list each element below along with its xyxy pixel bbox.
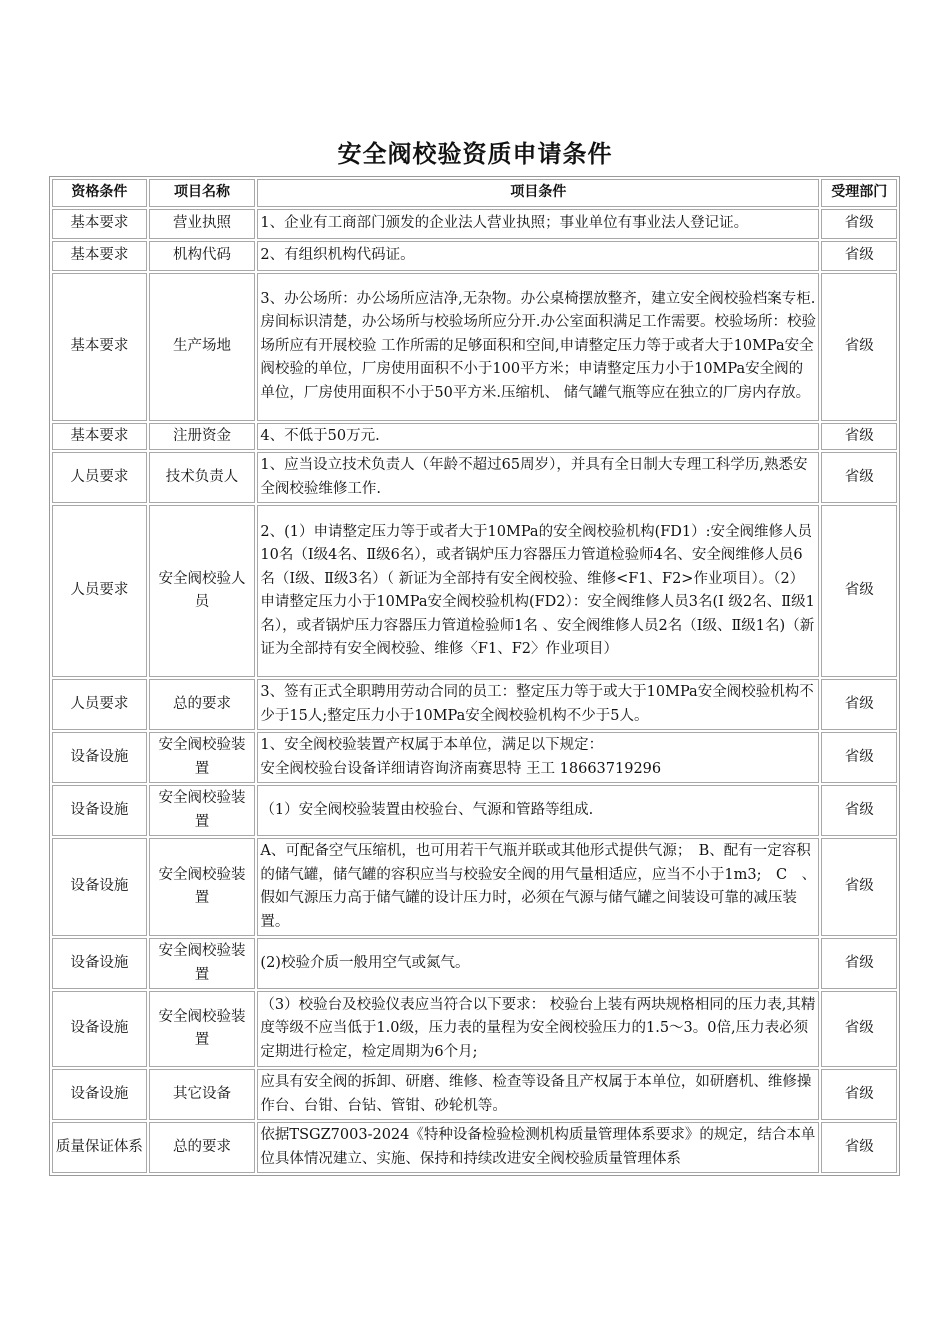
cell-condition: 1、企业有工商部门颁发的企业法人营业执照；事业单位有事业法人登记证。: [257, 209, 819, 239]
cell-condition: 应具有安全阀的拆卸、研磨、维修、检查等设备且产权属于本单位，如研磨机、维修操作台、台钳、台钻、管钳、砂轮机等。: [257, 1069, 819, 1120]
requirements-table-container: [49, 176, 900, 1196]
cell-category: 人员要求: [52, 452, 147, 503]
table-row: [52, 785, 897, 836]
cell-category: 设备设施: [52, 785, 147, 836]
cell-category: 质量保证体系: [52, 1122, 147, 1173]
cell-condition: 4、不低于50万元.: [257, 423, 819, 451]
cell-item: 安全阀校验装置: [149, 785, 256, 836]
cell-category: 基本要求: [52, 209, 147, 239]
cell-item: 生产场地: [149, 273, 256, 421]
cell-dept: 省级: [821, 1069, 897, 1120]
table-row: [52, 423, 897, 451]
table-row: [52, 209, 897, 239]
cell-condition: 3、签有正式全职聘用劳动合同的员工：整定压力等于或大于10MPa安全阀校验机构不少于15人;整定压力小于10MPa安全阀校验机构不少于5人。: [257, 679, 819, 730]
cell-item: 安全阀校验装置: [149, 838, 256, 936]
cell-condition: 1、应当设立技术负责人（年龄不超过65周岁），并具有全日制大专理工科学历,熟悉安全阀校验维修工作.: [257, 452, 819, 503]
table-row: [52, 938, 897, 989]
condition-line: 1、安全阀校验装置产权属于本单位，满足以下规定：: [260, 737, 604, 753]
cell-item: 总的要求: [149, 679, 256, 730]
table-header-row: [52, 179, 897, 207]
cell-item: 安全阀校验人员: [149, 505, 256, 677]
cell-condition: (2)校验介质一般用空气或氮气。: [257, 938, 819, 989]
header-dept: 受理部门: [821, 179, 897, 207]
table-row: [52, 273, 897, 421]
cell-dept: 省级: [821, 423, 897, 451]
table-row: [52, 1122, 897, 1173]
cell-item: 安全阀校验装置: [149, 732, 256, 783]
cell-category: 基本要求: [52, 273, 147, 421]
header-item: 项目名称: [149, 179, 256, 207]
cell-item: 安全阀校验装置: [149, 991, 256, 1067]
requirements-table: [49, 176, 900, 1176]
cell-condition: 2、有组织机构代码证。: [257, 241, 819, 271]
cell-dept: 省级: [821, 679, 897, 730]
cell-item: 总的要求: [149, 1122, 256, 1173]
cell-category: 设备设施: [52, 1069, 147, 1120]
table-row: [52, 838, 897, 936]
cell-category: 设备设施: [52, 938, 147, 989]
cell-item: 机构代码: [149, 241, 256, 271]
cell-item: 其它设备: [149, 1069, 256, 1120]
cell-dept: 省级: [821, 785, 897, 836]
cell-dept: 省级: [821, 838, 897, 936]
cell-dept: 省级: [821, 209, 897, 239]
cell-item: 技术负责人: [149, 452, 256, 503]
cell-dept: 省级: [821, 273, 897, 421]
cell-category: 设备设施: [52, 838, 147, 936]
cell-category: 人员要求: [52, 505, 147, 677]
cell-condition: （3）校验台及校验仪表应当符合以下要求： 校验台上装有两块规格相同的压力表,其精度等级不应当低于1.0级，压力表的量程为安全阀校验压力的1.5～3。0倍,压力表必须定期进行检定，检定周期为6个月;: [257, 991, 819, 1067]
table-row: [52, 679, 897, 730]
table-row: [52, 241, 897, 271]
cell-item: 营业执照: [149, 209, 256, 239]
cell-condition: 3、办公场所：办公场所应洁净,无杂物。办公桌椅摆放整齐，建立安全阀校验档案专柜.房间标识清楚，办公场所与校验场所应分开.办公室面积满足工作需要。校验场所：校验场所应有开展校验 工作所需的足够面积和空间,申请整定压力等于或者大于10MPa安全阀校验的单位，厂房使用面积不小于100平方米；申请整定压力小于10MPa安全阀的单位，厂房使用面积不小于50平方米.压缩机、 储气罐气瓶等应在独立的厂房内存放。: [257, 273, 819, 421]
table-row: [52, 732, 897, 783]
table-row: [52, 452, 897, 503]
table-row: [52, 1069, 897, 1120]
table-row: [52, 505, 897, 677]
header-category: 资格条件: [52, 179, 147, 207]
cell-condition: [257, 732, 819, 783]
cell-dept: 省级: [821, 1122, 897, 1173]
cell-category: 基本要求: [52, 423, 147, 451]
cell-category: 基本要求: [52, 241, 147, 271]
cell-condition: 2、(1）申请整定压力等于或者大于10MPa的安全阀校验机构(FD1）:安全阀维修人员10名（Ⅰ级4名、Ⅱ级6名），或者锅炉压力容器压力管道检验师4名、安全阀维修人员6名（Ⅰ级、Ⅱ级3名）（ 新证为全部持有安全阀校验、维修<F1、F2>作业项目）。（2）申请整定压力小于10MPa安全阀校验机构(FD2）：安全阀维修人员3名(Ⅰ 级2名、Ⅱ级1名），或者锅炉压力容器压力管道检验师1名 、安全阀维修人员2名（Ⅰ级、Ⅱ级1名)（新证为全部持有安全阀校验、维修〈F1、F2〉作业项目）: [257, 505, 819, 677]
condition-contact-line: 安全阀校验台设备详细请咨询济南赛思特 王工 18663719296: [260, 760, 662, 777]
table-row: [52, 991, 897, 1067]
cell-dept: 省级: [821, 452, 897, 503]
cell-dept: 省级: [821, 505, 897, 677]
cell-dept: 省级: [821, 938, 897, 989]
cell-category: 设备设施: [52, 732, 147, 783]
cell-condition: 依据TSGZ7003-2024《特种设备检验检测机构质量管理体系要求》的规定，结合本单位具体情况建立、实施、保持和持续改进安全阀校验质量管理体系: [257, 1122, 819, 1173]
cell-condition: A、可配备空气压缩机，也可用若干气瓶并联或其他形式提供气源； B、配有一定容积的储气罐，储气罐的容积应当与校验安全阀的用气量相适应，应当不小于1m3; C 、假如气源压力高于储气罐的设计压力时，必须在气源与储气罐之间装设可靠的减压装置。: [257, 838, 819, 936]
cell-category: 设备设施: [52, 991, 147, 1067]
page-title: 安全阀校验资质申请条件: [337, 140, 613, 168]
cell-category: 人员要求: [52, 679, 147, 730]
cell-dept: 省级: [821, 241, 897, 271]
cell-dept: 省级: [821, 991, 897, 1067]
header-condition: 项目条件: [257, 179, 819, 207]
cell-condition: （1）安全阀校验装置由校验台、气源和管路等组成.: [257, 785, 819, 836]
cell-dept: 省级: [821, 732, 897, 783]
cell-item: 安全阀校验装置: [149, 938, 256, 989]
cell-item: 注册资金: [149, 423, 256, 451]
